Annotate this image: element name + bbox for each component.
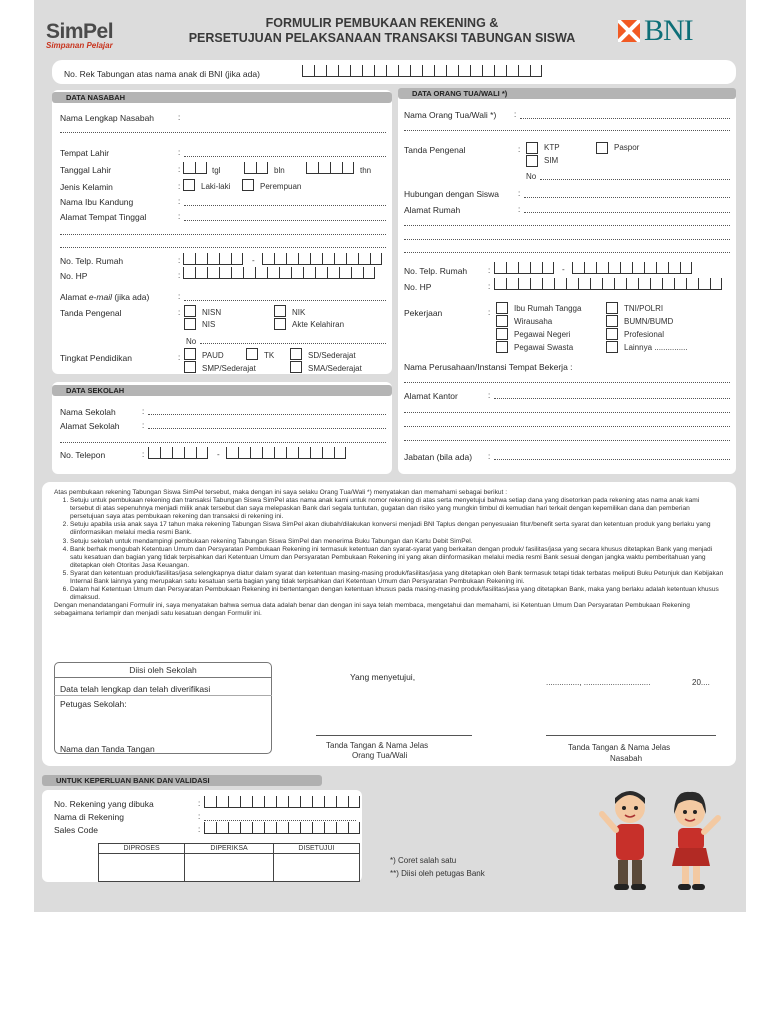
job-profesional-checkbox[interactable]: [606, 328, 618, 340]
nasabah-pengenal-label: Tanda Pengenal: [60, 308, 122, 318]
colon: :: [178, 148, 181, 157]
tempat-lahir-field[interactable]: [184, 156, 386, 157]
jabatan-field[interactable]: [494, 459, 730, 460]
ibu-kandung-field[interactable]: [184, 205, 386, 206]
approval-table-signature-row: [99, 854, 360, 882]
tk-label: TK: [264, 351, 275, 360]
sma-checkbox[interactable]: [290, 361, 302, 373]
boy-figure: [602, 791, 646, 890]
nasabah-signature-line[interactable]: [546, 735, 716, 736]
email-label-word: e-mail: [88, 292, 112, 302]
colon: :: [488, 282, 491, 291]
colon: :: [178, 197, 181, 206]
terms-text: [54, 489, 724, 619]
alamat-tinggal-label: Alamat Tempat Tinggal: [60, 212, 147, 222]
terms-item-2: 2. Setuju apabila usia anak saya 17 tahun maka rekening Tabungan Siswa SimPel akan diubah/dilakukan konversi menjadi BNI Taplus dengan penyesuaian fitur/benefit serta syarat dan ketentuan produk yang berlaku yang diinformasikan melalui media resmi Bank.: [70, 521, 724, 537]
nasabah-signature-label-2: Nasabah: [610, 754, 643, 763]
job-left-3: Pegawai Swasta: [514, 343, 574, 352]
note-petugas: **) Diisi oleh petugas Bank: [390, 869, 485, 878]
note-coret: *) Coret salah satu: [390, 856, 457, 865]
nasabah-pengenal-no-label: No: [186, 337, 197, 346]
terms-closing: Dengan menandatangani Formulir ini, saya menyatakan bahwa semua data adalah benar dan dengan ini saya telah membaca, mengetahui dan memahami, isi Ketentuan Umum Dan Persyaratan Pembukaan Rekening sebagaimana terlampir dan menjadi satu kesatuan dengan Formulir ini.: [54, 602, 690, 618]
data-sekolah-header: DATA SEKOLAH: [52, 385, 392, 396]
job-left-0: Ibu Rumah Tangga: [514, 304, 582, 313]
telepon-sekolah-number-boxes[interactable]: [226, 447, 346, 459]
account-line-label: No. Rek Tabungan atas nama anak di BNI (jika ada): [64, 69, 260, 79]
terms-item-6: 6. Dalam hal Ketentuan Umum dan Persyaratan Pembukaan Rekening ini bertentangan dengan ketentuan khusus pada masing-masing produk/fasilitas/jasa yang ditetapkan Bank, maka yang berlaku adalah ketentuan khusus dimaksud.: [70, 586, 724, 602]
ortu-pengenal-label: Tanda Pengenal: [404, 145, 466, 155]
sekolah-verification-sep2: [54, 695, 272, 696]
job-right-3: Lainnya ...............: [624, 343, 688, 352]
laki-laki-label: Laki-laki: [201, 182, 231, 191]
akte-checkbox[interactable]: [274, 318, 286, 330]
ortu-nama-line2[interactable]: [404, 130, 730, 131]
bni-logo-icon: [618, 20, 640, 42]
tgl-label: tgl: [212, 166, 221, 175]
nama-sekolah-label: Nama Sekolah: [60, 407, 116, 417]
sales-code-boxes[interactable]: [204, 822, 360, 834]
alamat-kantor-field[interactable]: [494, 398, 730, 399]
colon: :: [518, 205, 521, 214]
telepon-sekolah-area-boxes[interactable]: [148, 447, 208, 459]
email-label-prefix: Alamat: [60, 292, 89, 302]
ortu-hp-boxes[interactable]: [494, 278, 722, 290]
akte-label: Akte Kelahiran: [292, 320, 345, 329]
colon: :: [142, 407, 145, 416]
pendidikan-label: Tingkat Pendidikan: [60, 353, 132, 363]
terms-list: [70, 497, 724, 602]
diproses-cell[interactable]: [99, 854, 185, 882]
paspor-checkbox[interactable]: [596, 142, 608, 154]
telp-number-boxes[interactable]: [262, 253, 382, 265]
ortu-nama-field[interactable]: [520, 118, 730, 119]
alamat-kantor-line2[interactable]: [404, 412, 730, 413]
diperiksa-cell[interactable]: [185, 854, 274, 882]
bln-label: bln: [274, 166, 285, 175]
colon: :: [488, 308, 491, 317]
colon: :: [178, 165, 181, 174]
sekolah-verification-sep: [54, 677, 272, 678]
colon: :: [178, 353, 181, 362]
colon: :: [142, 421, 145, 430]
students-illustration: [594, 784, 734, 900]
girl-figure: [672, 792, 718, 890]
child-account-boxes[interactable]: [302, 65, 542, 77]
ortu-hp-label: No. HP: [404, 282, 432, 292]
sales-code-label: Sales Code: [54, 825, 98, 835]
nis-checkbox[interactable]: [184, 318, 196, 330]
bni-logo: [618, 14, 693, 48]
nasabah-nama-label: Nama Lengkap Nasabah: [60, 113, 155, 123]
email-label: [60, 292, 149, 302]
sim-label: SIM: [544, 156, 559, 165]
dash: -: [217, 450, 220, 459]
paud-checkbox[interactable]: [184, 348, 196, 360]
alamat-tinggal-field[interactable]: [184, 220, 386, 221]
paud-label: PAUD: [202, 351, 224, 360]
ktp-label: KTP: [544, 143, 560, 152]
data-nasabah-header: DATA NASABAH: [52, 92, 392, 103]
alamat-tinggal-line3[interactable]: [60, 247, 386, 248]
job-left-1: Wirausaha: [514, 317, 553, 326]
disetujui-cell[interactable]: [273, 854, 359, 882]
nis-label: NIS: [202, 320, 216, 329]
tempat-lahir-label: Tempat Lahir: [60, 148, 110, 158]
tgl-boxes[interactable]: [183, 162, 207, 174]
simpel-brand: SimPel: [46, 20, 114, 43]
alamat-rumah-label: Alamat Rumah: [404, 205, 461, 215]
rekening-dibuka-boxes[interactable]: [204, 796, 360, 808]
form-title-line1: FORMULIR PEMBUKAAN REKENING &: [265, 16, 499, 30]
yang-menyetujui-label: Yang menyetujui,: [350, 672, 416, 682]
alamat-kantor-line3[interactable]: [404, 426, 730, 427]
diperiksa-header: DIPERIKSA: [185, 844, 274, 854]
terms-item-3: 3. Setuju sekolah untuk mendampingi pembukaan rekening Tabungan Siswa SimPel dan menerima Buku Tabungan dan Kartu Debit SimPel.: [70, 538, 724, 546]
hp-label: No. HP: [60, 271, 88, 281]
sekolah-verification-title: Diisi oleh Sekolah: [129, 665, 197, 675]
colon: :: [198, 825, 201, 834]
smp-label: SMP/Sederajat: [202, 364, 256, 373]
alamat-rumah-line4[interactable]: [404, 252, 730, 253]
colon: :: [488, 452, 491, 461]
date-year: 20....: [692, 678, 710, 687]
laki-laki-checkbox[interactable]: [183, 179, 195, 191]
ortu-telp-number-boxes[interactable]: [572, 262, 692, 274]
data-ortu-header: DATA ORANG TUA/WALI *): [398, 88, 736, 99]
ktp-checkbox[interactable]: [526, 142, 538, 154]
ortu-telp-label: No. Telp. Rumah: [404, 266, 468, 276]
tanggal-lahir-label: Tanggal Lahir: [60, 165, 112, 175]
alamat-rumah-line3[interactable]: [404, 239, 730, 240]
colon: :: [514, 110, 517, 119]
job-right-1: BUMN/BUMD: [624, 317, 674, 326]
alamat-tinggal-line2[interactable]: [60, 234, 386, 235]
nik-label: NIK: [292, 308, 306, 317]
email-label-suffix: (jika ada): [111, 292, 150, 302]
nik-checkbox[interactable]: [274, 305, 286, 317]
bln-boxes[interactable]: [244, 162, 268, 174]
ortu-telp-area-boxes[interactable]: [494, 262, 554, 274]
nasabah-pengenal-no-field[interactable]: [200, 343, 386, 344]
terms-intro: Atas pembukaan rekening Tabungan Siswa SimPel tersebut, maka dengan ini saya selaku Orang Tua/Wali *) menyatakan dan memahami sebagai berikut :: [54, 489, 508, 496]
telp-rumah-label: No. Telp. Rumah: [60, 256, 124, 266]
thn-label: thn: [360, 166, 372, 175]
job-pegawai-negeri-checkbox[interactable]: [496, 328, 508, 340]
ortu-nama-label: Nama Orang Tua/Wali *): [404, 110, 497, 120]
alamat-rumah-field[interactable]: [524, 212, 730, 213]
email-field[interactable]: [184, 300, 386, 301]
sd-checkbox[interactable]: [290, 348, 302, 360]
form-sheet: [34, 0, 746, 912]
data-lengkap-label: Data telah lengkap dan telah diverifikasi: [60, 684, 211, 694]
simpel-tagline: Simpanan Pelajar: [46, 41, 113, 50]
tk-checkbox[interactable]: [246, 348, 258, 360]
nama-sekolah-field[interactable]: [148, 414, 386, 415]
colon: :: [178, 212, 181, 221]
colon: :: [142, 450, 145, 459]
colon: :: [178, 308, 181, 317]
colon: :: [488, 391, 491, 400]
nasabah-signature-label-1: Tanda Tangan & Nama Jelas: [568, 743, 671, 752]
approval-table: [98, 843, 360, 882]
disetujui-header: DISETUJUI: [273, 844, 359, 854]
ibu-kandung-label: Nama Ibu Kandung: [60, 197, 134, 207]
perusahaan-label: Nama Perusahaan/Instansi Tempat Bekerja :: [404, 362, 573, 372]
colon: :: [178, 182, 181, 191]
form-title-line2: PERSETUJUAN PELAKSANAAN TRANSAKSI TABUNGAN SISWA: [188, 31, 576, 45]
hubungan-field[interactable]: [524, 197, 730, 198]
thn-boxes[interactable]: [306, 162, 354, 174]
nisn-checkbox[interactable]: [184, 305, 196, 317]
colon: :: [178, 113, 181, 122]
job-left-2: Pegawai Negeri: [514, 330, 571, 339]
alamat-sekolah-field[interactable]: [148, 428, 386, 429]
smp-checkbox[interactable]: [184, 361, 196, 373]
colon: :: [518, 189, 521, 198]
job-tni-polri-checkbox[interactable]: [606, 302, 618, 314]
alamat-kantor-line4[interactable]: [404, 440, 730, 441]
telepon-sekolah-label: No. Telepon: [60, 450, 106, 460]
dash: -: [562, 265, 565, 274]
terms-item-5: 5. Syarat dan ketentuan produk/fasilitas/jasa selengkapnya diatur dalam syarat dan ketentuan masing-masing produk/fasilitas/jasa yang ditetapkan oleh Bank termasuk tetapi tidak terbatas meliputi Buku Petunjuk dan Kebijakan Internal Bank lainnya yang merupakan satu kesatuan serta bagian yang tidak terpisahkan dari Ketentuan Umum dan Persyaratan Pembukaan Rekening ini.: [70, 570, 724, 586]
ortu-signature-label-1: Tanda Tangan & Nama Jelas: [326, 741, 429, 750]
colon: :: [488, 266, 491, 275]
nasabah-nama-field[interactable]: [60, 132, 386, 133]
colon: :: [518, 145, 521, 154]
job-wirausaha-checkbox[interactable]: [496, 315, 508, 327]
nama-rekening-label: Nama di Rekening: [54, 812, 124, 822]
job-right-2: Profesional: [624, 330, 665, 339]
alamat-rumah-line2[interactable]: [404, 225, 730, 226]
alamat-sekolah-label: Alamat Sekolah: [60, 421, 120, 431]
bank-header: UNTUK KEPERLUAN BANK DAN VALIDASI: [42, 775, 322, 786]
form-title: [172, 16, 592, 45]
bni-logo-text: BNI: [644, 14, 693, 47]
alamat-kantor-label: Alamat Kantor: [404, 391, 458, 401]
sd-label: SD/Sederajat: [308, 351, 356, 360]
alamat-sekolah-line2[interactable]: [60, 442, 386, 443]
perempuan-checkbox[interactable]: [242, 179, 254, 191]
job-right-0: TNI/POLRI: [624, 304, 664, 313]
terms-item-4: 4. Bank berhak mengubah Ketentuan Umum dan Persyaratan Pembukaan Rekening ini termasuk ketentuan dan syarat-syarat yang berkaitan dengan produk/ fasilitas/jasa yang secara khusus ditetapkan Bank yang menjadi satu kesatuan dan bagian yang tidak terpisahkan dari Ketentuan Umum dan Persyaratan Pembukaan Rekening ini yang akan diinformasikan melalui media resmi Bank sesuai dengan jangka waktu pemberitahuan yang ditetapkan oleh Otoritas Jasa Keuangan.: [70, 546, 724, 570]
paspor-label: Paspor: [614, 143, 640, 152]
ortu-pengenal-no-field[interactable]: [540, 179, 730, 180]
pekerjaan-label: Pekerjaan: [404, 308, 443, 318]
sim-checkbox[interactable]: [526, 155, 538, 167]
job-bumn-checkbox[interactable]: [606, 315, 618, 327]
nama-rekening-field[interactable]: [204, 820, 356, 821]
date-dots: ..............., ..............................: [546, 678, 651, 687]
sma-label: SMA/Sederajat: [308, 364, 362, 373]
jabatan-label: Jabatan (bila ada): [404, 452, 473, 462]
ortu-pengenal-no-label: No: [526, 172, 537, 181]
ortu-signature-line[interactable]: [316, 735, 472, 736]
colon: :: [178, 256, 181, 265]
perempuan-label: Perempuan: [260, 182, 302, 191]
job-ibu-rumah-tangga-checkbox[interactable]: [496, 302, 508, 314]
diproses-header: DIPROSES: [99, 844, 185, 854]
job-lainnya-checkbox[interactable]: [606, 341, 618, 353]
nama-ttd-label: Nama dan Tanda Tangan: [60, 744, 155, 754]
jenis-kelamin-label: Jenis Kelamin: [60, 182, 113, 192]
hubungan-label: Hubungan dengan Siswa: [404, 189, 499, 199]
ortu-signature-label-2: Orang Tua/Wali: [352, 751, 408, 760]
hp-boxes[interactable]: [183, 267, 375, 279]
simpel-logo: [46, 20, 113, 50]
rekening-dibuka-label: No. Rekening yang dibuka: [54, 799, 154, 809]
colon: :: [178, 292, 181, 301]
terms-item-1: 1. Setuju untuk pembukaan rekening dan transaksi Tabungan Siswa SimPel atas nama anak kami untuk nomor rekening di atas serta menyetujui bahwa setiap dana yang disetorkan pada rekening atas nama anak kami tersebut di atas sepenuhnya menjadi milik anak tersebut dan saya melepaskan Bank dari segala tuntutan, gugatan dan risiko yang mungkin timbul di kemudian hari terkait dengan kepemilikan dana dan pemberian persetujuan saya atas pembukaan rekening dan transaksi di rekening ini.: [70, 497, 724, 521]
colon: :: [178, 271, 181, 280]
petugas-sekolah-label: Petugas Sekolah:: [60, 699, 127, 709]
colon: :: [198, 799, 201, 808]
perusahaan-field[interactable]: [404, 382, 730, 383]
dash: -: [252, 256, 255, 265]
job-pegawai-swasta-checkbox[interactable]: [496, 341, 508, 353]
colon: :: [198, 812, 201, 821]
nisn-label: NISN: [202, 308, 222, 317]
telp-area-boxes[interactable]: [183, 253, 243, 265]
approval-table-header: [99, 844, 360, 854]
